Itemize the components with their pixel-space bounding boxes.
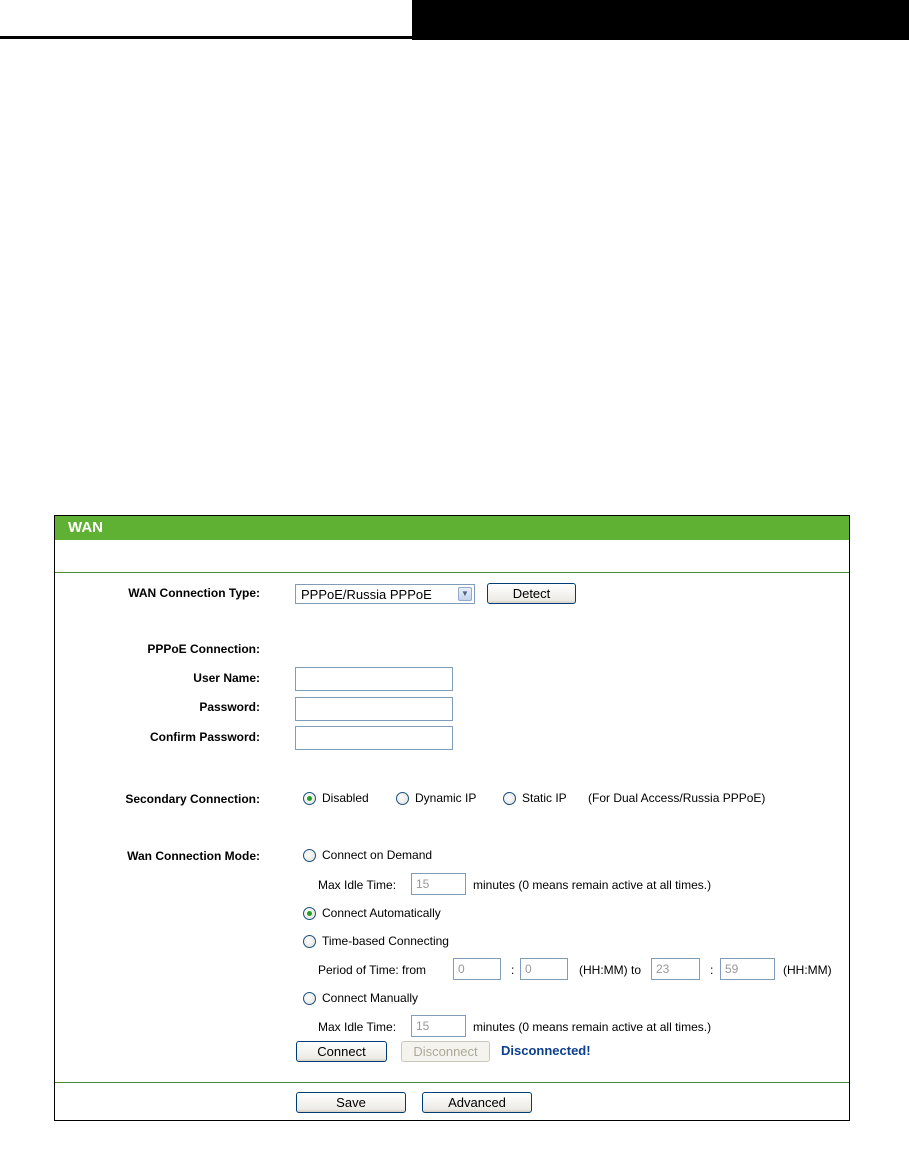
manual-idle-input[interactable] — [411, 1015, 466, 1037]
footer-divider — [55, 1082, 849, 1083]
chevron-down-icon[interactable]: ▼ — [458, 587, 472, 601]
confirm-password-label: Confirm Password: — [149, 730, 260, 744]
to-hour-input[interactable] — [651, 958, 700, 980]
wan-panel — [54, 515, 850, 1121]
max-idle-label: Max Idle Time: — [318, 878, 397, 892]
save-button[interactable]: Save — [296, 1092, 406, 1113]
secondary-dynamic-radio[interactable] — [396, 792, 409, 805]
advanced-button[interactable]: Advanced — [422, 1092, 532, 1113]
secondary-disabled-label: Disabled — [322, 791, 369, 805]
disconnect-button[interactable]: Disconnect — [401, 1041, 490, 1062]
mode-label: Wan Connection Mode: — [127, 849, 260, 863]
max-idle-input[interactable] — [411, 873, 466, 895]
panel-title: WAN — [68, 519, 103, 536]
pppoe-section-label: PPPoE Connection: — [147, 642, 260, 656]
username-label: User Name: — [193, 671, 260, 685]
mode-on-demand-radio[interactable] — [303, 849, 316, 862]
from-minute-input[interactable] — [520, 958, 568, 980]
from-hour-input[interactable] — [453, 958, 501, 980]
mode-automatic-label: Connect Automatically — [322, 906, 441, 920]
to-minute-input[interactable] — [720, 958, 775, 980]
wan-type-label: WAN Connection Type: — [128, 586, 260, 600]
password-input[interactable] — [295, 697, 453, 721]
password-label: Password: — [199, 700, 260, 714]
username-input[interactable] — [295, 667, 453, 691]
manual-idle-label: Max Idle Time: — [318, 1020, 397, 1034]
header-divider — [55, 572, 849, 573]
mode-time-based-label: Time-based Connecting — [322, 934, 449, 948]
mode-time-based-radio[interactable] — [303, 935, 316, 948]
detect-button[interactable]: Detect — [487, 583, 576, 604]
mode-manual-label: Connect Manually — [322, 991, 419, 1005]
connection-status: Disconnected! — [501, 1043, 591, 1058]
secondary-disabled-radio[interactable] — [303, 792, 316, 805]
secondary-static-radio[interactable] — [503, 792, 516, 805]
secondary-label: Secondary Connection: — [125, 792, 260, 806]
mode-on-demand-label: Connect on Demand — [322, 848, 433, 862]
time-colon: : — [710, 963, 714, 977]
panel-header — [55, 516, 849, 540]
secondary-static-label: Static IP — [522, 791, 567, 805]
hhmm-label: (HH:MM) — [783, 963, 832, 977]
secondary-note: (For Dual Access/Russia PPPoE) — [588, 791, 766, 805]
secondary-dynamic-label: Dynamic IP — [415, 791, 477, 805]
max-idle-hint: minutes (0 means remain active at all times.) — [473, 878, 712, 892]
time-colon: : — [511, 963, 515, 977]
manual-idle-hint: minutes (0 means remain active at all times.) — [473, 1020, 712, 1034]
connect-button[interactable]: Connect — [296, 1041, 387, 1062]
page-top-banner — [412, 0, 909, 40]
wan-type-selected: PPPoE/Russia PPPoE — [301, 587, 432, 602]
mode-manual-radio[interactable] — [303, 992, 316, 1005]
period-label: Period of Time: from — [318, 963, 427, 977]
mode-automatic-radio[interactable] — [303, 907, 316, 920]
hhmm-to-label: (HH:MM) to — [579, 963, 641, 977]
confirm-password-input[interactable] — [295, 726, 453, 750]
page-top-rule — [0, 36, 412, 39]
wan-type-select[interactable] — [295, 584, 475, 604]
